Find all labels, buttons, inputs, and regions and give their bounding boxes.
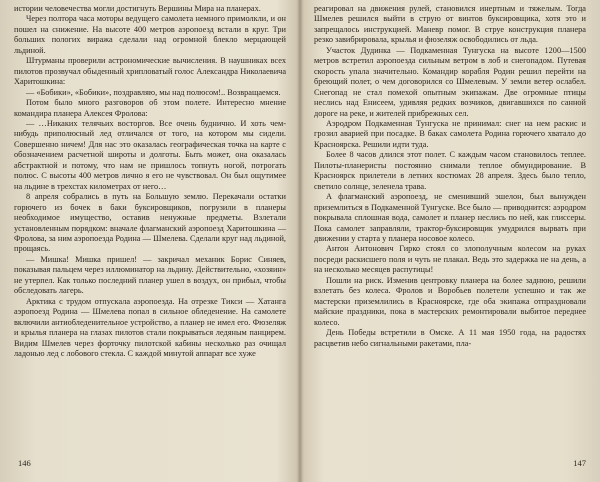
- paragraph: — Мишка! Мишка пришел! — закричал механик Борис Синяев, показывая пальцем через иллюминатор на льдину. Действительно, «хозяин» не утерпел. Как только последний планер ушел в воздух, он прибыл, чтобы обследовать лагерь.: [14, 254, 286, 296]
- paragraph: Более 8 часов длился этот полет. С каждым часом становилось теплее. Пилоты-планеристы постоянно снимали теплое обмундирование. В Красноярск прилетели в летних костюмах 28 апреля. Здесь было тепло, светило солнце, зеленела трава.: [314, 150, 586, 191]
- paragraph: Аэродром Подкаменная Тунгуска не принимал: снег на нем раскис и грозил аварией при посадке. В баках самолета Родина горючего хватало до Красноярска. Решили идти туда.: [314, 118, 586, 149]
- paragraph: Арктика с трудом отпускала аэропоезда. На отрезке Тикси — Хатанга аэропоезд Родина — Шмелева попал в сильное обледенение. На самолете включили антиобледенительное устройство, а планер не имел его. Фюзеляж и крылья планера на глазах пилотов стали покрываться ледяным панцирем. Видим Шмелев через форточку пилотской кабины несколько раз очищал ладонью лед с лобового стекла. С каждой минутой аппарат все хуже: [14, 296, 286, 358]
- left-page-text: [14, 4, 286, 359]
- paragraph: А флагманский аэропоезд, не сменивший эшелон, был вынужден приземлиться в Подкаменной Тунгуске. Все было — приводнится: аэродром покрывала сплошная вода, самолет и планер неслись по ней, как глиссеры. Пока самолет заправляли, трактор-буксировщик умудрился вырвать при движении у старта у планера носовое колесо.: [314, 192, 586, 243]
- paragraph: — «Бобики», «Бобики», поздравляю, мы над полюсом!.. Возвращаемся.: [26, 87, 281, 97]
- page-number-left: 146: [18, 458, 31, 468]
- paragraph: День Победы встретили в Омске. А 11 мая 1950 года, на радостях расцветив небо сигнальными ракетами, пла-: [314, 328, 586, 348]
- paragraph: — …Никаких телячьих восторгов. Все очень буднично. И хоть чем-нибудь приполюсный лед отличался от того, на котором мы сидели. Совершенно ничем! Для нас это оказалась географическая точка на карте с обозначением расчетной широты и долготы. Быть может, она оказалась абстрактной и потому, что нам не пришлось топнуть ногой, потрогать полюс. С высоты 400 метров лично я его не чувствовал. Он был ощутимее на льдине в трехстах километрах от него…: [14, 118, 286, 191]
- paragraph: Потом было много разговоров об этом полете. Интересно мнение командира планера Алексея Фролова:: [14, 98, 286, 118]
- book-gutter: [296, 0, 304, 482]
- paragraph: Антон Антонович Гирко стоял со злополучным колесом на руках посреди раскисшего поля и чуть не плакал. Ведь это задержка не на день, а на несколько месяцев распутицы!: [314, 244, 586, 275]
- paragraph: истории человечества могли достигнуть Вершины Мира на планерах.: [14, 4, 261, 13]
- paragraph: Через полтора часа моторы ведущего самолета немного примолкли, и он пошел на снижение. На высоте 400 метров аэропоезд встали в круг. Три больших пологих виража сделали над огромной блекло мерцающей льдиной.: [14, 14, 286, 55]
- paragraph: Участок Дудинка — Подкаменная Тунгуска на высоте 1200—1500 метров встретил аэропоезда сильным ветром в лоб и снегопадом. Путевая скорость упала значительно. Командир корабля Родин решил перейти на бреющий полет, о чем договорился со Шмелевым. У земли ветер ослабел. Снегопад не стал помехой опытным экипажам. Две огромные птицы неслись над Енисеем, удивляя редких возчиков, двигавшихся по санной дороге на реке, и жителей прибрежных сел.: [314, 45, 586, 118]
- paragraph: реагировал на движения рулей, становился инертным и тяжелым. Тогда Шмелев решился выйти в струю от винтов буксировщика, хотя это и запрещалось инструкцией. Маневр помог. В струе конструкция планера резко завибрировала, крылья и фюзеляж освободились от льда.: [314, 4, 586, 45]
- left-page: [14, 4, 286, 474]
- paragraph: Пошли на риск. Изменив центровку планера на более заднюю, решили взлетать без колеса. Фролов и Воробьев полетели успешно и так же мастерски приземлились в Красноярске, где оба экипажа отпраздновали майские праздники, пока в мастерских ремонтировали выбитое переднее колесо.: [314, 275, 586, 327]
- page-number-right: 147: [573, 458, 586, 468]
- right-page-text: [314, 4, 586, 349]
- paragraph: Штурманы проверили астрономические вычисления. В наушниках всех пилотов прозвучал обыденный хрипловатый голос Александра Николаевича Харитошкина:: [14, 56, 286, 87]
- right-page: [314, 4, 586, 474]
- paragraph: 8 апреля собрались в путь на Большую землю. Перекачали остатки горючего из бочек в баки буксировщиков, погрузили в планеры необходимое имущество, оставив ненужные предметы. Взлетали установленным порядком: вначале флагманский аэропоезд Харитошкина — Фролова, за ним аэропоезда Родина — Шмелева. Сделали круг над льдиной, прощаясь.: [14, 192, 286, 254]
